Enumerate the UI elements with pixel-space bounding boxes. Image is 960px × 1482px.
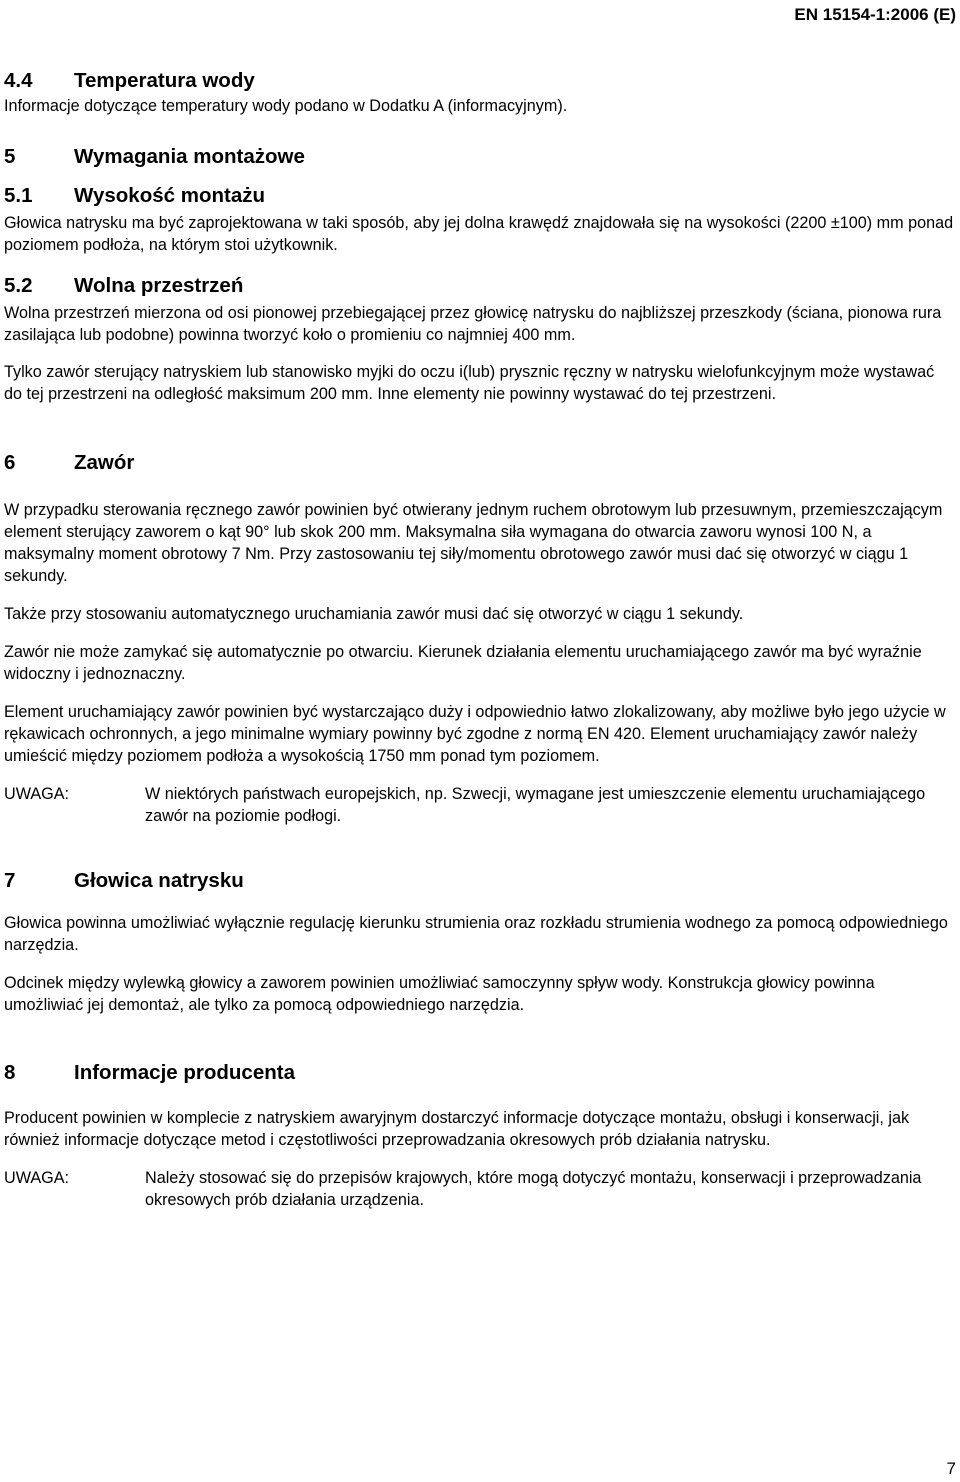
paragraph: Także przy stosowaniu automatycznego uruchamiania zawór musi dać się otworzyć w ciągu 1 sekundy. [4, 605, 744, 623]
heading-title: Zawór [74, 451, 135, 474]
paragraph: Głowica natrysku ma być zaprojektowana w taki sposób, aby jej dolna krawędź znajdowała się na wysokości (2200 ±100) mm ponad poziomem podłoża, na którym stoi użytkownik. [4, 214, 954, 254]
note [4, 1167, 956, 1211]
heading-title: Głowica natrysku [74, 869, 244, 892]
heading-number: 5 [4, 145, 16, 168]
heading-number: 4.4 [4, 69, 33, 92]
heading-title: Temperatura wody [74, 69, 255, 92]
paragraph: Głowica powinna umożliwiać wyłącznie regulację kierunku strumienia oraz rozkładu strumienia wodnego za pomocą odpowiedniego narzędzia. [4, 914, 948, 954]
heading-number: 6 [4, 451, 16, 474]
heading-title: Informacje producenta [74, 1061, 295, 1084]
heading-5-1 [4, 183, 956, 209]
note-label: UWAGA: [4, 1169, 70, 1187]
paragraph: Informacje dotyczące temperatury wody podano w Dodatku A (informacyjnym). [4, 97, 568, 115]
heading-title: Wysokość montażu [74, 184, 265, 207]
heading-8 [4, 1059, 956, 1087]
paragraph: Producent powinien w komplecie z natryskiem awaryjnym dostarczyć informacje dotyczące montażu, obsługi i konserwacji, jak również informacje dotyczące metod i częstotliwości przeprowadzania okresowych prób działania natrysku. [4, 1109, 910, 1149]
paragraph: Wolna przestrzeń mierzona od osi pionowej przebiegającej przez głowicę natrysku do najbliższej przeszkody (ściana, pionowa rura zasilająca lub podobne) powinna tworzyć koło o promieniu co najmniej 400 mm. [4, 304, 942, 344]
paragraph: Element uruchamiający zawór powinien być wystarczająco duży i odpowiednio łatwo zlokalizowany, aby możliwe było jego użycie w rękawicach ochronnych, a jego minimalne wymiary powinny być zgodne z normą EN 420. Element uruchamiający zawór należy umieścić między poziomem podłoża a wysokością 1750 mm ponad tym poziomem. [4, 703, 946, 765]
heading-title: Wymagania montażowe [74, 145, 305, 168]
heading-number: 5.1 [4, 184, 33, 207]
heading-5-2 [4, 273, 956, 299]
note [4, 783, 956, 827]
heading-6 [4, 449, 956, 477]
heading-number: 5.2 [4, 274, 33, 297]
heading-title: Wolna przestrzeń [74, 274, 244, 297]
note-text: W niektórych państwach europejskich, np. Szwecji, wymagane jest umieszczenie elementu uruchamiającego zawór na poziomie podłogi. [145, 785, 926, 825]
paragraph: Zawór nie może zamykać się automatycznie po otwarciu. Kierunek działania elementu uruchamiającego zawór ma być wyraźnie widoczny i jednoznaczny. [4, 643, 922, 683]
heading-5 [4, 143, 956, 171]
paragraph: W przypadku sterowania ręcznego zawór powinien być otwierany jednym ruchem obrotowym lub przesuwnym, przemieszczającym element sterujący zaworem o kąt 90° lub skok 200 mm. Maksymalna siła wymagana do otwarcia zaworu wynosi 100 N, a maksymalny moment obrotowy 7 Nm. Przy zastosowaniu tej siły/momentu obrotowego zawór musi dać się otworzyć w ciągu 1 sekundy. [4, 501, 943, 585]
paragraph: Tylko zawór sterujący natryskiem lub stanowisko myjki do oczu i(lub) prysznic ręczny w natrysku wielofunkcyjnym może wystawać do tej przestrzeni na odległość maksimum 200 mm. Inne elementy nie powinny wystawać do tej przestrzeni. [4, 363, 935, 403]
heading-7 [4, 867, 956, 895]
heading-number: 8 [4, 1061, 16, 1084]
document-id-header: EN 15154-1:2006 (E) [794, 5, 956, 24]
note-text: Należy stosować się do przepisów krajowych, które mogą dotyczyć montażu, konserwacji i przeprowadzania okresowych prób działania urządzenia. [145, 1169, 922, 1209]
paragraph: Odcinek między wylewką głowicy a zaworem powinien umożliwiać samoczynny spływ wody. Konstrukcja głowicy powinna umożliwiać jej demontaż, ale tylko za pomocą odpowiedniego narzędzia. [4, 974, 875, 1014]
page-number: 7 [946, 1459, 956, 1478]
note-label: UWAGA: [4, 785, 70, 803]
heading-number: 7 [4, 869, 16, 892]
page-content [4, 68, 956, 1211]
heading-4-4 [4, 68, 956, 94]
